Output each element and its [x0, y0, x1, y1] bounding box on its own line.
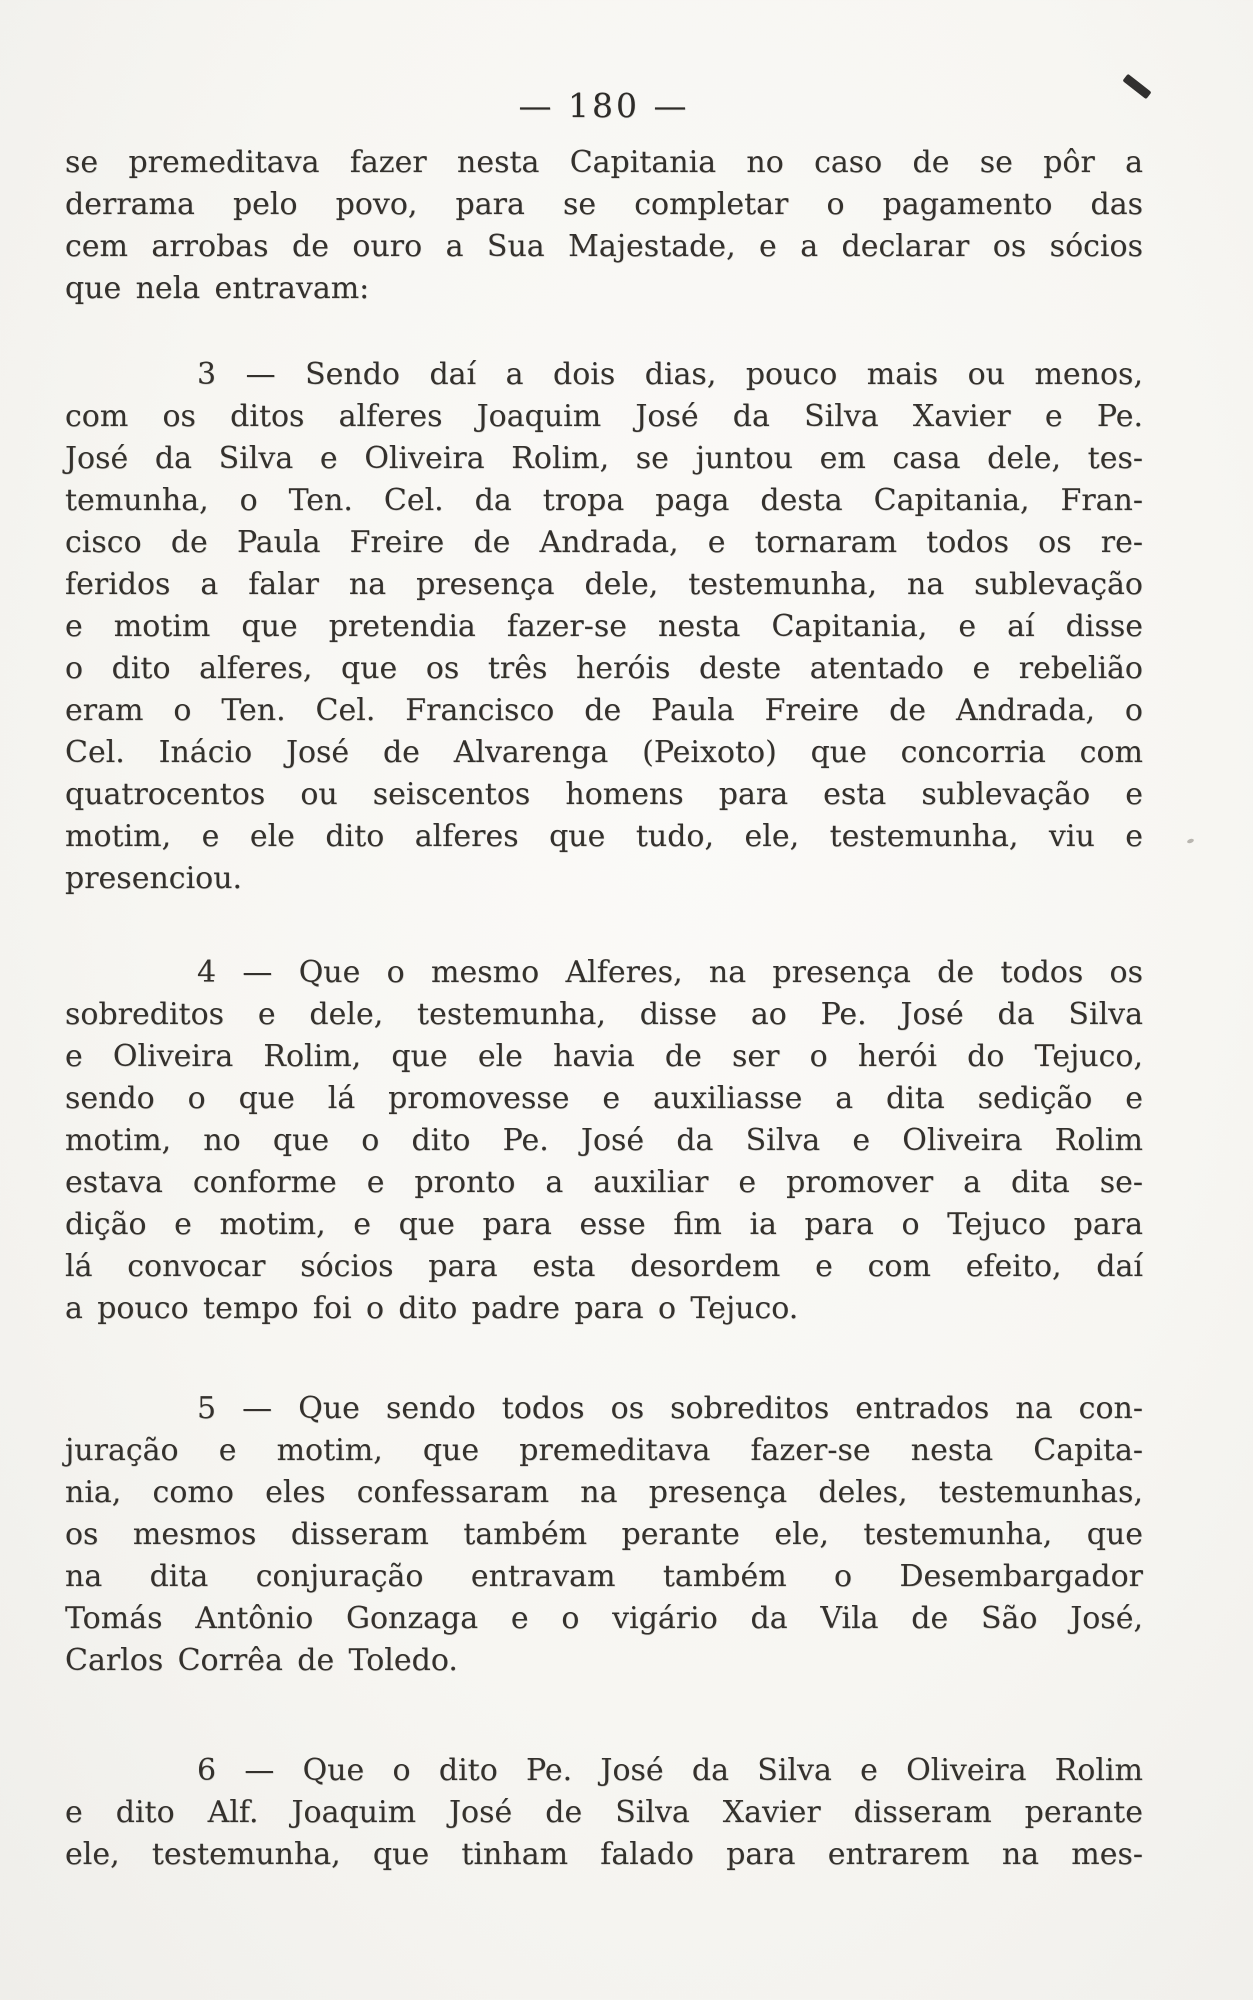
text-line: eram o Ten. Cel. Francisco de Paula Freire de Andrada, o	[65, 693, 1143, 728]
text-line: feridos a falar na presença dele, testemunha, na sublevação	[65, 567, 1143, 602]
paragraph-item-6	[65, 1750, 1143, 1876]
text-line: e Oliveira Rolim, que ele havia de ser o herói do Tejuco,	[65, 1039, 1143, 1074]
text-line: motim, e ele dito alferes que tudo, ele, testemunha, viu e	[65, 819, 1143, 854]
paragraph-item-5	[65, 1388, 1143, 1682]
text-line: presenciou.	[65, 861, 243, 896]
text-line: 5 — Que sendo todos os sobreditos entrados na con-	[197, 1391, 1143, 1426]
text-line: sendo o que lá promovesse e auxiliasse a dita sedição e	[65, 1081, 1143, 1116]
text-line: cem arrobas de ouro a Sua Majestade, e a declarar os sócios	[65, 229, 1143, 264]
text-line: lá convocar sócios para esta desordem e com efeito, daí	[65, 1249, 1143, 1284]
paragraph-item-3	[65, 354, 1143, 900]
text-line: nia, como eles confessaram na presença deles, testemunhas,	[65, 1475, 1143, 1510]
text-line: com os ditos alferes Joaquim José da Silva Xavier e Pe.	[65, 399, 1143, 434]
text-line: e dito Alf. Joaquim José de Silva Xavier disseram perante	[65, 1795, 1143, 1830]
text-line: sobreditos e dele, testemunha, disse ao Pe. José da Silva	[65, 997, 1143, 1032]
text-line: na dita conjuração entravam também o Desembargador	[65, 1559, 1143, 1594]
text-line: a pouco tempo foi o dito padre para o Tejuco.	[65, 1291, 799, 1326]
text-line: quatrocentos ou seiscentos homens para esta sublevação e	[65, 777, 1143, 812]
paragraph-item-4	[65, 952, 1143, 1330]
text-line: dição e motim, e que para esse fim ia para o Tejuco para	[65, 1207, 1143, 1242]
text-line: ele, testemunha, que tinham falado para entrarem na mes-	[65, 1837, 1143, 1872]
text-line: se premeditava fazer nesta Capitania no caso de se pôr a	[65, 145, 1143, 180]
text-line: José da Silva e Oliveira Rolim, se juntou em casa dele, tes-	[65, 441, 1143, 476]
book-page	[0, 86, 1253, 2000]
text-line: cisco de Paula Freire de Andrada, e tornaram todos os re-	[65, 525, 1143, 560]
text-line: 6 — Que o dito Pe. José da Silva e Oliveira Rolim	[197, 1753, 1143, 1788]
text-line: o dito alferes, que os três heróis deste atentado e rebelião	[65, 651, 1143, 686]
page-text	[65, 142, 1143, 1876]
page-number: — 180 —	[518, 86, 690, 125]
text-line: derrama pelo povo, para se completar o pagamento das	[65, 187, 1143, 222]
text-line: Carlos Corrêa de Toledo.	[65, 1643, 458, 1678]
text-line: temunha, o Ten. Cel. da tropa paga desta Capitania, Fran-	[65, 483, 1143, 518]
text-line: Cel. Inácio José de Alvarenga (Peixoto) que concorria com	[65, 735, 1143, 770]
text-line: que nela entravam:	[65, 271, 370, 306]
text-line: Tomás Antônio Gonzaga e o vigário da Vila de São José,	[65, 1601, 1143, 1636]
scan-speck	[1187, 838, 1195, 844]
paragraph-continuation	[65, 142, 1143, 310]
text-line: juração e motim, que premeditava fazer-se nesta Capita-	[65, 1433, 1143, 1468]
text-line: 4 — Que o mesmo Alferes, na presença de todos os	[197, 955, 1143, 990]
text-line: e motim que pretendia fazer-se nesta Capitania, e aí disse	[65, 609, 1143, 644]
text-line: motim, no que o dito Pe. José da Silva e Oliveira Rolim	[65, 1123, 1143, 1158]
text-line: 3 — Sendo daí a dois dias, pouco mais ou menos,	[197, 357, 1143, 392]
text-line: os mesmos disseram também perante ele, testemunha, que	[65, 1517, 1143, 1552]
text-line: estava conforme e pronto a auxiliar e promover a dita se-	[65, 1165, 1143, 1200]
